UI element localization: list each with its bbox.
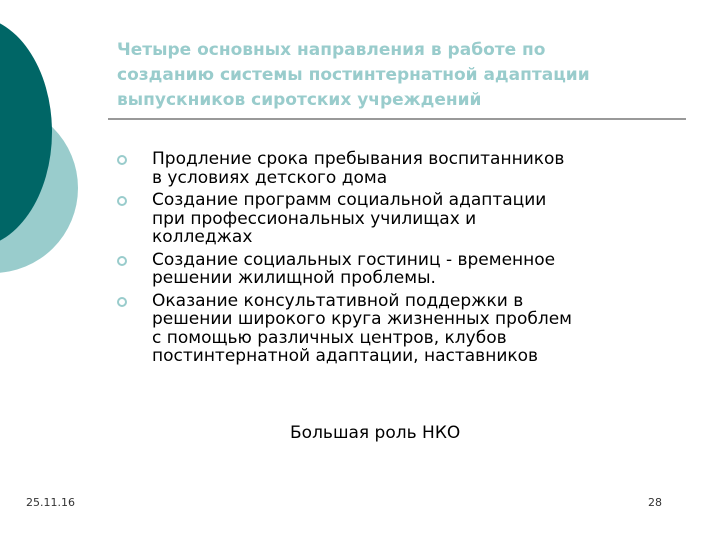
slide-title-line: созданию системы постинтернатной адаптации	[117, 65, 590, 85]
bullet-text-line: колледжах	[152, 227, 253, 247]
bullet-item	[117, 292, 697, 366]
slide-title-line: Четыре основных направления в работе по	[117, 40, 546, 60]
bullet-text-line: Создание программ социальной адаптации	[152, 190, 547, 210]
bullet-text	[152, 191, 697, 247]
bullet-text	[152, 150, 697, 187]
circle-outline-icon	[117, 256, 127, 266]
closing-note: Большая роль НКО	[290, 423, 461, 443]
circle-outline-icon	[117, 196, 127, 206]
bullet-item	[117, 251, 697, 288]
bullet-text-line: решении широкого круга жизненных проблем	[152, 309, 572, 329]
bullet-text-line: Создание социальных гостиниц - временное	[152, 249, 556, 270]
circle-outline-icon	[117, 297, 127, 307]
bullet-text-line: постинтернатной адаптации, наставников	[152, 346, 539, 366]
bullet-text-line: при профессиональных училищах и	[152, 208, 477, 229]
bullet-list	[117, 150, 697, 370]
bullet-text	[152, 292, 697, 366]
slide-number: 28	[648, 496, 662, 509]
bullet-item	[117, 150, 697, 187]
bullet-item	[117, 191, 697, 247]
title-divider	[108, 118, 686, 120]
slide-date: 25.11.16	[26, 496, 75, 509]
slide-title-line: выпускников сиротских учреждений	[117, 90, 482, 110]
bullet-text-line: Продление срока пребывания воспитанников	[152, 149, 565, 169]
slide-title	[117, 38, 657, 113]
bullet-text-line: Оказание консультативной поддержки в	[152, 290, 524, 311]
bullet-text	[152, 251, 697, 288]
circle-outline-icon	[117, 155, 127, 165]
bullet-text-line: в условиях детского дома	[152, 167, 388, 188]
bullet-text-line: с помощью различных центров, клубов	[152, 327, 507, 348]
bullet-text-line: решении жилищной проблемы.	[152, 268, 436, 288]
